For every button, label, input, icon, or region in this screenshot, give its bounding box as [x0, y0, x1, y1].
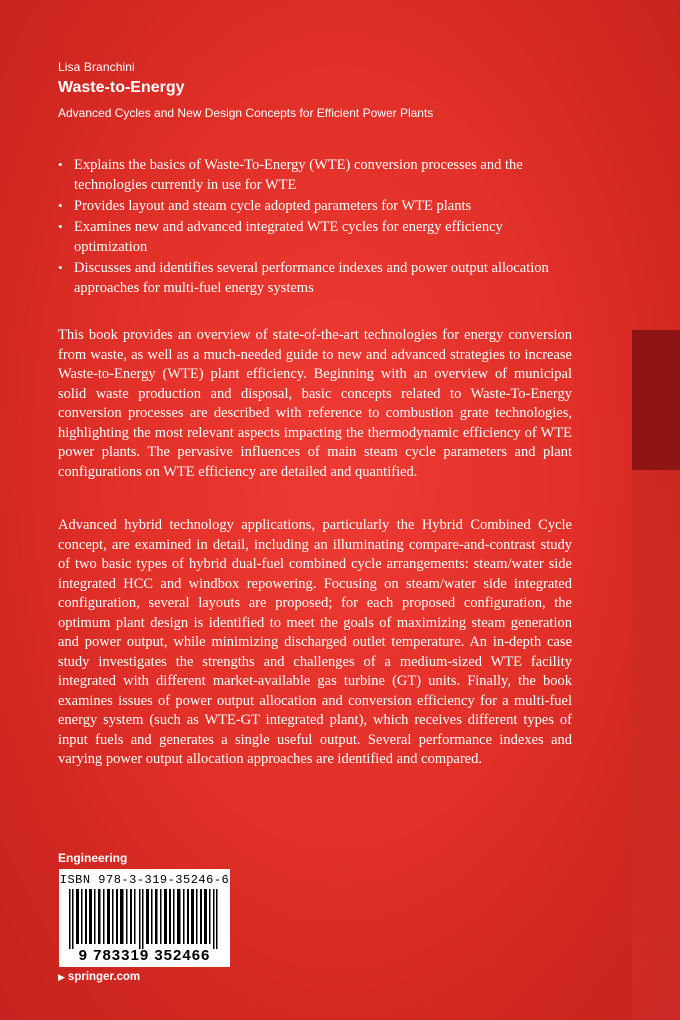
book-title: Waste-to-Energy	[58, 79, 185, 96]
barcode-bars-icon	[67, 889, 222, 949]
list-item: • Provides layout and steam cycle adopted parameters for WTE plants	[58, 198, 472, 214]
description-paragraph-2: Advanced hybrid technology applications, particularly the Hybrid Combined Cycle concept, are examined in detail, including an illuminating compare-and-contrast study of two basic types of hybrid dual-fuel combined cycle arrangements: steam/water side integrated HCC and windbox repowering. Focusing on steam/water side integrated configuration, several layouts are proposed; for each proposed configuration, the optimum plant design is identified to meet the goals of maximizing steam generation and power output, while minimizing discharged outlet temperature. An in-depth case study investigates the strengths and challenges of a medium-sized WTE facility integrated with different market-available gas turbine (GT) units. Finally, the book examines issues of power output allocation and conversion efficiency for a multi-fuel energy system (such as WTE-GT integrated plant), which receives different types of input fuels and generates a single useful output. Several performance indexes and varying power output allocation approaches are identified and compared.	[58, 517, 572, 767]
barcode-digits: 9 783319 352466	[78, 947, 211, 964]
bullet-icon: •	[58, 157, 63, 172]
description-paragraph-1: This book provides an overview of state-of-the-art technologies for energy conversion from waste, as well as a much-needed guide to new and advanced strategies to increase Waste-to-Energy (WTE) plant efficiency. Beginning with an overview of municipal solid waste production and disposal, basic concepts related to Waste-To-Energy conversion processes are described with reference to combustion grate technologies, highlighting the most relevant aspects impacting the thermodynamic efficiency of WTE power plants. The pervasive influences of main steam cycle parameters and plant configurations on WTE efficiency are detailed and quantified.	[58, 327, 572, 480]
list-item: • Explains the basics of Waste-To-Energy (WTE) conversion processes and the technologies currently in use for WTE	[58, 157, 523, 193]
list-item: • Examines new and advanced integrated WTE cycles for energy efficiency optimization	[58, 219, 503, 255]
feature-list	[58, 155, 568, 299]
arrow-right-icon: ▶	[58, 972, 65, 982]
side-color-bar-lower	[632, 470, 680, 1020]
book-subtitle: Advanced Cycles and New Design Concepts for Efficient Power Plants	[58, 106, 434, 120]
category-label: Engineering	[58, 851, 128, 865]
publisher-link[interactable]	[58, 971, 140, 983]
publisher-link-label: springer.com	[67, 971, 141, 983]
barcode	[59, 869, 230, 967]
bullet-icon: •	[58, 198, 63, 213]
side-color-bar	[632, 330, 680, 470]
bullet-icon: •	[58, 219, 63, 234]
list-item: • Discusses and identifies several performance indexes and power output allocation approaches for multi-fuel energy systems	[58, 260, 549, 296]
isbn-label: ISBN 978-3-319-35246-6	[59, 873, 230, 887]
bullet-icon: •	[58, 260, 63, 275]
author-name: Lisa Branchini	[58, 60, 135, 74]
